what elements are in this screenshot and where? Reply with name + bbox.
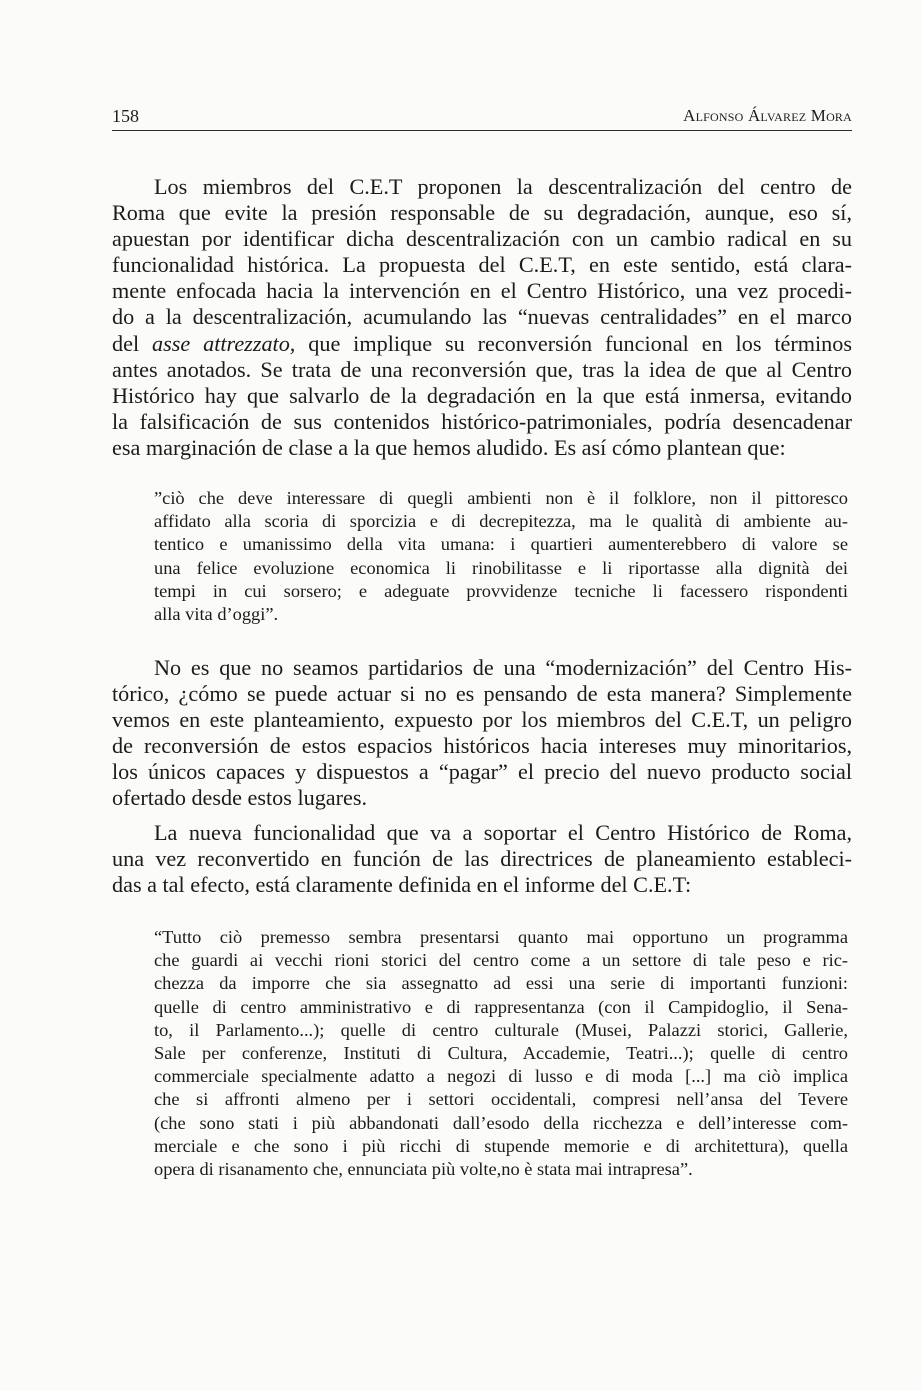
text-line: tórico, ¿cómo se puede actuar si no es pensando de esta manera? Simplemente	[112, 681, 852, 707]
block-quote-2	[154, 926, 848, 1181]
quote-line: commerciale specialmente adatto a negozi di lusso e di moda [...] ma ciò implica	[154, 1066, 848, 1087]
text-fragment: del	[112, 330, 152, 356]
page-header	[112, 102, 852, 131]
quote-line: Sale per conferenze, Instituti di Cultura, Accademie, Teatri...); quelle di centro	[154, 1043, 848, 1064]
quote-line: ”ciò che deve interessare di quegli ambienti non è il folklore, non il pittoresco	[154, 488, 848, 508]
text-line: Roma que evite la presión responsable de su degradación, aunque, eso sí,	[112, 200, 852, 226]
text-line: esa marginación de clase a la que hemos aludido. Es así cómo plantean que:	[112, 434, 786, 460]
text-line: la falsificación de sus contenidos histórico-patrimoniales, podría desencadenar	[112, 408, 852, 434]
text-fragment: que implique su reconversión funcional en los términos	[308, 330, 852, 356]
quote-line: “Tutto ciò premesso sembra presentarsi quanto mai opportuno un programma	[154, 927, 848, 947]
text-line: apuestan por identificar dicha descentralización con un cambio radical en su	[112, 226, 852, 252]
italic-term: asse attrezzato,	[152, 330, 296, 356]
quote-line: tempi in cui sorsero; e adeguate provvidenze tecniche li facessero rispondenti	[154, 580, 848, 601]
quote-line: che guardi ai vecchi rioni storici del centro come a un settore di tale peso e ric-	[154, 950, 848, 971]
quote-line: quelle di centro amministrativo e di rappresentanza (con il Campidoglio, il Sena-	[154, 996, 848, 1017]
running-head: Alfonso Álvarez Mora	[683, 106, 852, 125]
text-line: ofertado desde estos lugares.	[112, 785, 368, 811]
paragraph-2	[112, 655, 852, 812]
text-line: No es que no seamos partidarios de una “modernización” del Centro His-	[154, 655, 852, 680]
text-line: de reconversión de estos espacios históricos hacia intereses muy minoritarios,	[112, 733, 852, 759]
quote-line: tentico e umanissimo della vita umana: i quartieri aumenterebbero di valore se	[154, 534, 848, 555]
block-quote-1	[154, 487, 848, 626]
text-line-with-italic	[112, 331, 852, 357]
text-line: los únicos capaces y dispuestos a “pagar” el precio del nuevo producto social	[112, 759, 852, 785]
page-number: 158	[112, 106, 139, 126]
quote-line: alla vita d’oggi”.	[154, 604, 279, 625]
quote-line: to, il Parlamento...); quelle di centro culturale (Musei, Palazzi storici, Gallerie,	[154, 1019, 848, 1040]
paragraph-1	[112, 174, 852, 461]
text-line: vemos en este planteamiento, expuesto por los miembros del C.E.T, un peligro	[112, 707, 852, 733]
text-line: do a la descentralización, acumulando las “nuevas centralidades” en el marco	[112, 304, 852, 330]
text-line: funcionalidad histórica. La propuesta del C.E.T, en este sentido, está clara-	[112, 252, 852, 278]
text-line: La nueva funcionalidad que va a soportar el Centro Histórico de Roma,	[154, 820, 852, 845]
quote-line: merciale e che sono i più ricchi di stupende memorie e di architettura), quella	[154, 1135, 848, 1156]
paragraph-3	[112, 820, 852, 898]
quote-line: opera di risanamento che, ennunciata più volte,no è stata mai intrapresa”.	[154, 1159, 693, 1180]
text-line: una vez reconvertido en función de las directrices de planeamiento estableci-	[112, 846, 852, 872]
quote-line: chezza da imporre che sia assegnatto ad essi una serie di importanti funzioni:	[154, 973, 848, 994]
text-line: Histórico hay que salvarlo de la degradación en la que está inmersa, evitando	[112, 382, 852, 408]
quote-line: (che sono stati i più abbandonati dall’esodo della ricchezza e dell’interesse com-	[154, 1112, 848, 1133]
text-line: mente enfocada hacia la intervención en el Centro Histórico, una vez procedi-	[112, 278, 852, 304]
text-line: das a tal efecto, está claramente definida en el informe del C.E.T:	[112, 872, 692, 898]
text-line: antes anotados. Se trata de una reconversión que, tras la idea de que al Centro	[112, 356, 852, 382]
quote-line: affidato alla scoria di sporcizia e di decrepitezza, ma le qualità di ambiente au-	[154, 511, 848, 532]
quote-line: una felice evoluzione economica li rinobilitasse e li riportasse alla dignità dei	[154, 557, 848, 578]
quote-line: che si affronti almeno per i settori occidentali, compresi nell’ansa del Tevere	[154, 1089, 848, 1110]
text-line: Los miembros del C.E.T proponen la descentralización del centro de	[154, 174, 852, 199]
